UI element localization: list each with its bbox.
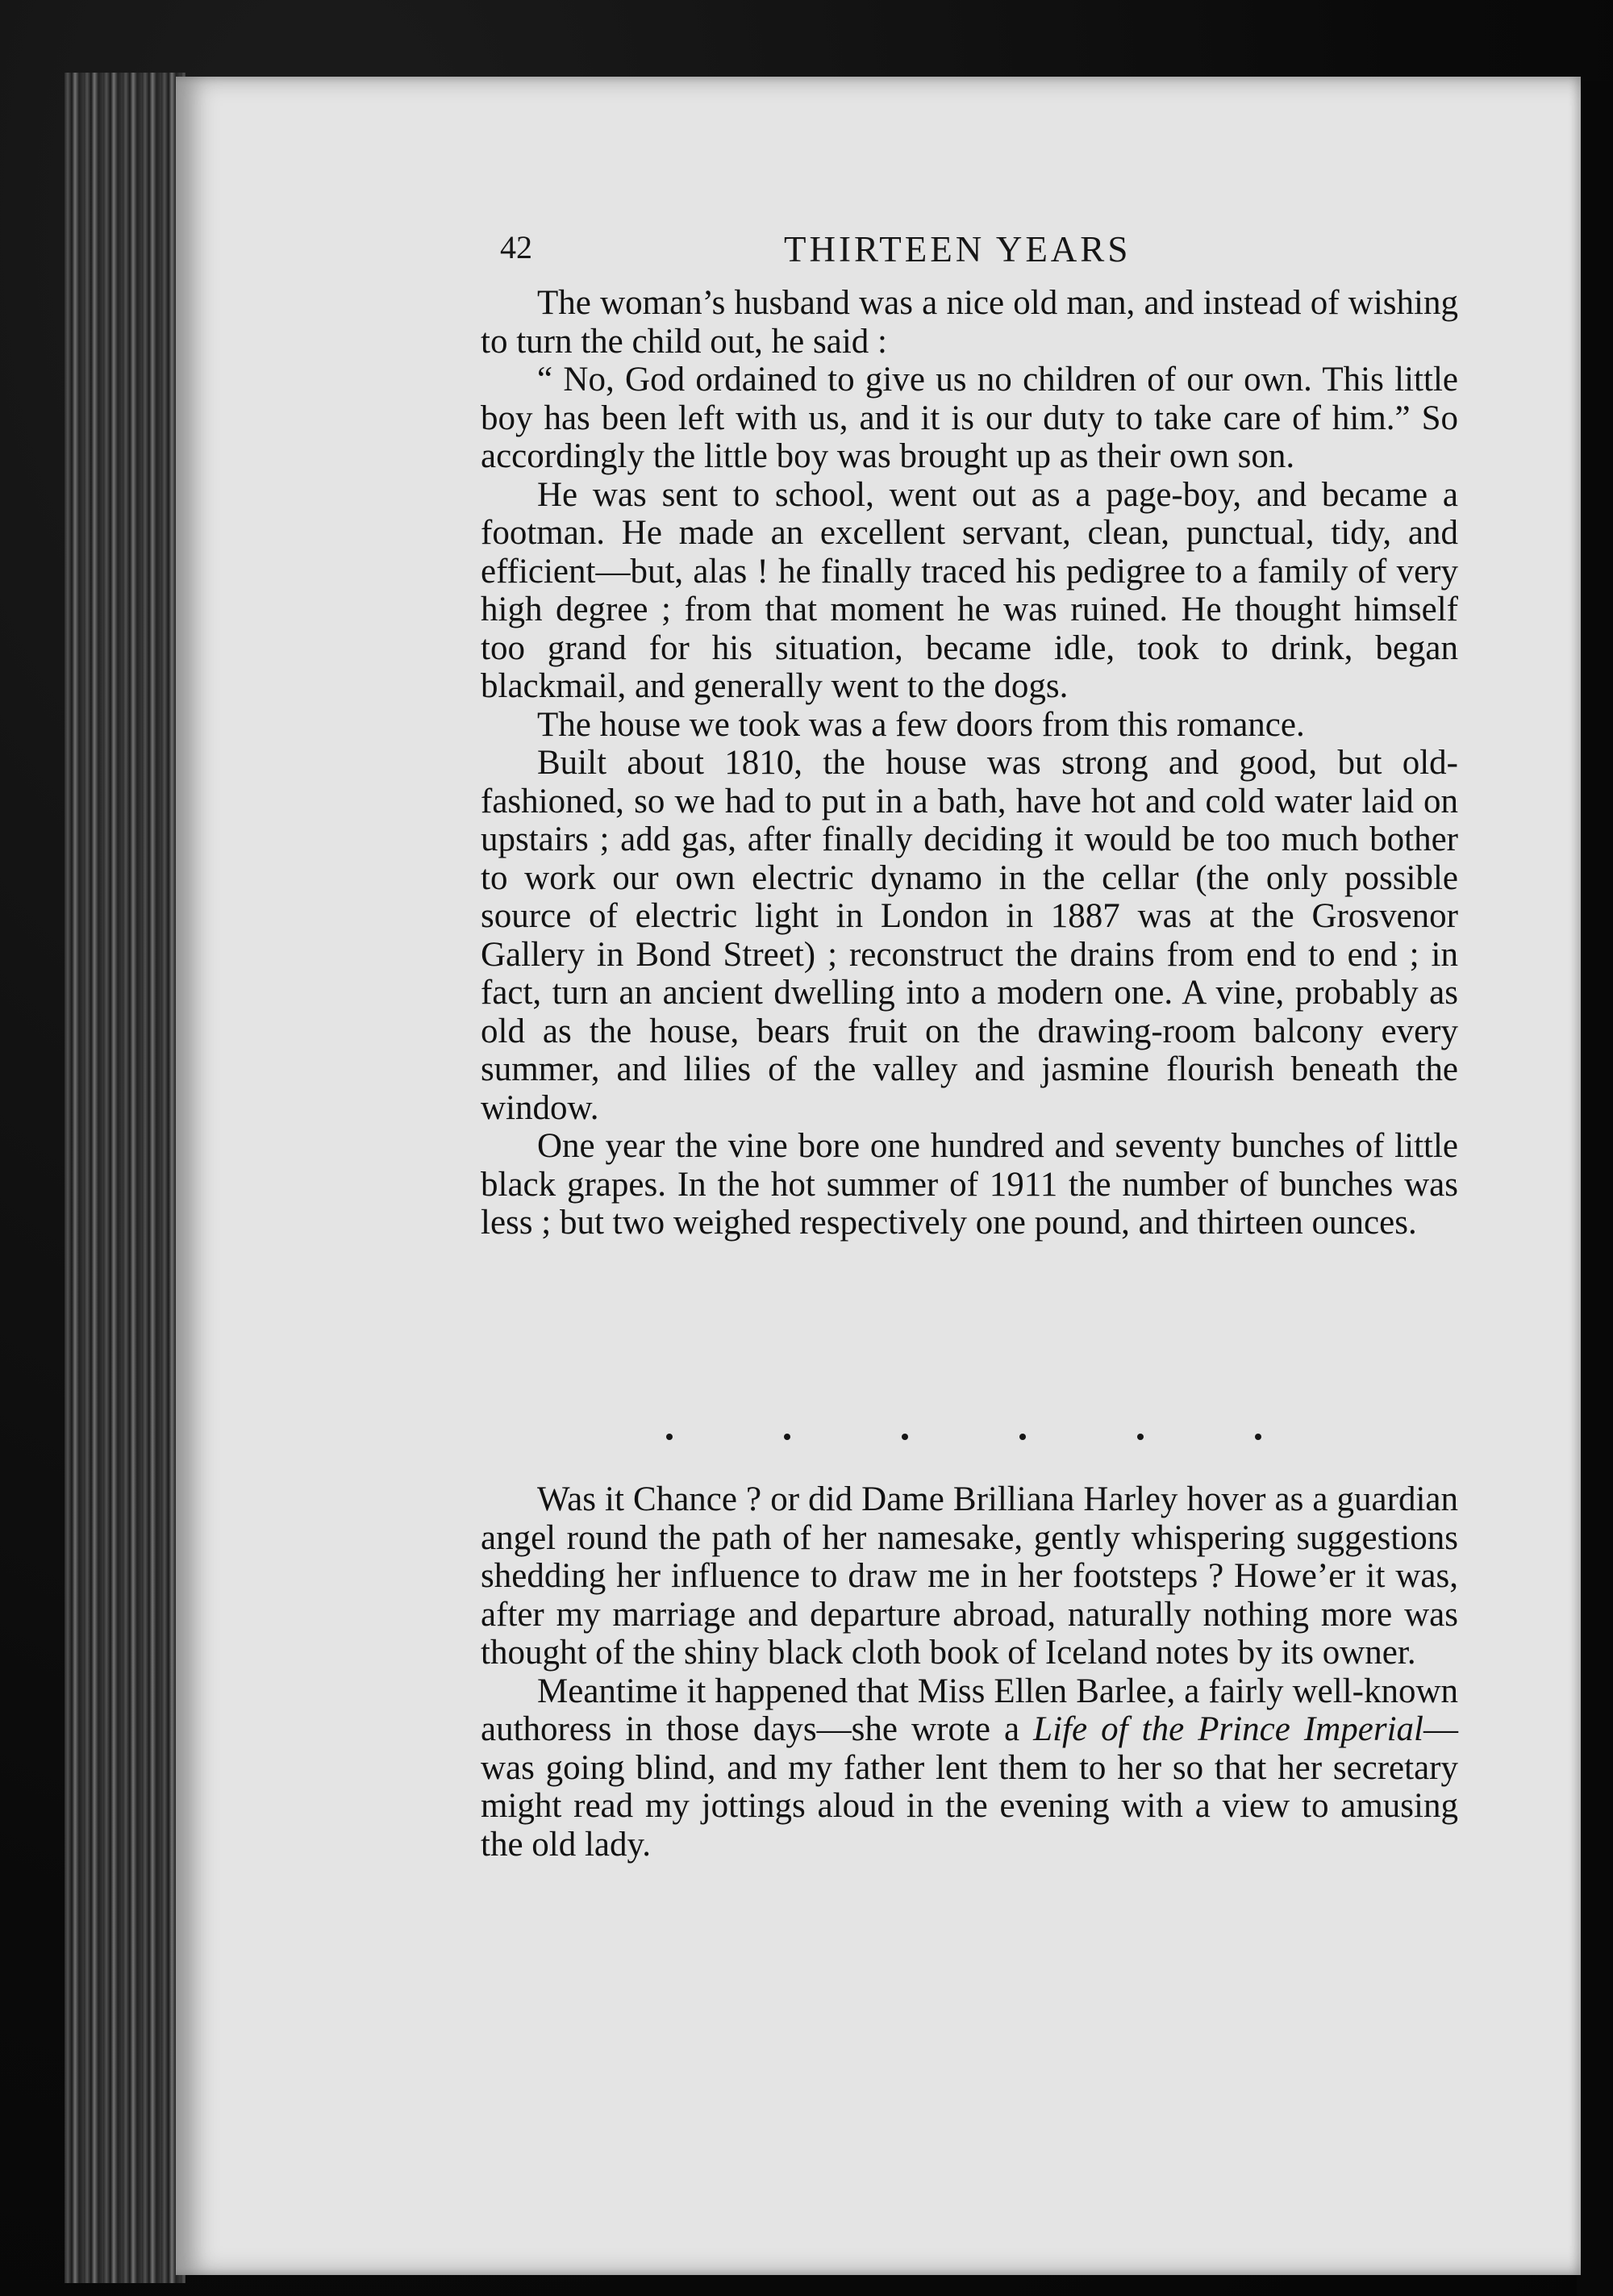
book-spine (65, 73, 185, 2283)
body-text (481, 284, 1458, 1242)
paragraph: One year the vine bore one hundred and seventy bunches of little black grapes. In the hot summer of 1911 the number of bunches was less ; but two weighed respectively one pound, and thirteen ounces. (481, 1127, 1458, 1242)
paragraph: He was sent to school, went out as a page-boy, and became a footman. He made an excellent servant, clean, punctual, tidy, and efficient—but, alas ! he finally traced his pedigree to a family of very high degree ; from that moment he was ruined. He thought himself too grand for his situation, became idle, took to drink, began blackmail, and generally went to the dogs. (481, 475, 1458, 705)
section-break (481, 1424, 1458, 1456)
section-break-dot (902, 1434, 908, 1440)
paragraph-text: —was going blind, and my father lent them to her so that her secretary might read my jottings aloud in the evening with a view to amusing the old lady. (481, 1710, 1459, 1864)
paragraph: “ No, God ordained to give us no children of our own. This little boy has been left with us, and it is our duty to take care of him.” So accordingly the little boy was brought up as their own son. (481, 361, 1458, 475)
book-title-italic: Life of the Prince Imperial (1033, 1710, 1424, 1748)
running-title: THIRTEEN YEARS (784, 229, 1132, 269)
section-break-dot (1255, 1434, 1261, 1440)
paragraph: The house we took was a few doors from this romance. (537, 705, 1305, 744)
scan-right-edge (1577, 81, 1613, 2296)
paragraph: Built about 1810, the house was strong and good, but old-fashioned, so we had to put in a bath, have hot and cold water laid on upstairs ; add gas, after finally deciding it would be too much bother to work our own electric dynamo in the cellar (the only possible source of electric light in London in 1887 was at the Grosvenor Gallery in Bond Street) ; reconstruct the drains from end to end ; in fact, turn an ancient dwelling into a modern one. A vine, probably as old as the house, bears fruit on the drawing-room balcony every summer, and lilies of the valley and jasmine flourish beneath the window. (481, 744, 1458, 1127)
page-number: 42 (500, 229, 532, 265)
paragraph: The woman’s husband was a nice old man, and instead of wishing to turn the child out, he said : (481, 284, 1458, 361)
section-break-dot (1137, 1434, 1144, 1440)
paragraph: Was it Chance ? or did Dame Brilliana Harley hover as a guardian angel round the path of her namesake, gently whispering suggestions shedding her influence to draw me in her footsteps ? Howe’er it was, after my marriage and departure abroad, naturally nothing more was thought of the shiny black cloth book of Iceland notes by its owner. (481, 1480, 1458, 1672)
body-text-continued (481, 1480, 1458, 1864)
section-break-dot (666, 1434, 673, 1440)
section-break-dot (784, 1434, 790, 1440)
paragraph (481, 1672, 1458, 1864)
section-break-dot (1019, 1434, 1026, 1440)
page-header (500, 228, 1468, 277)
paragraph-text: Meantime it happened that Miss Ellen Barlee, a fairly well-known authoress in those days—she wrote a (481, 1672, 1458, 1748)
